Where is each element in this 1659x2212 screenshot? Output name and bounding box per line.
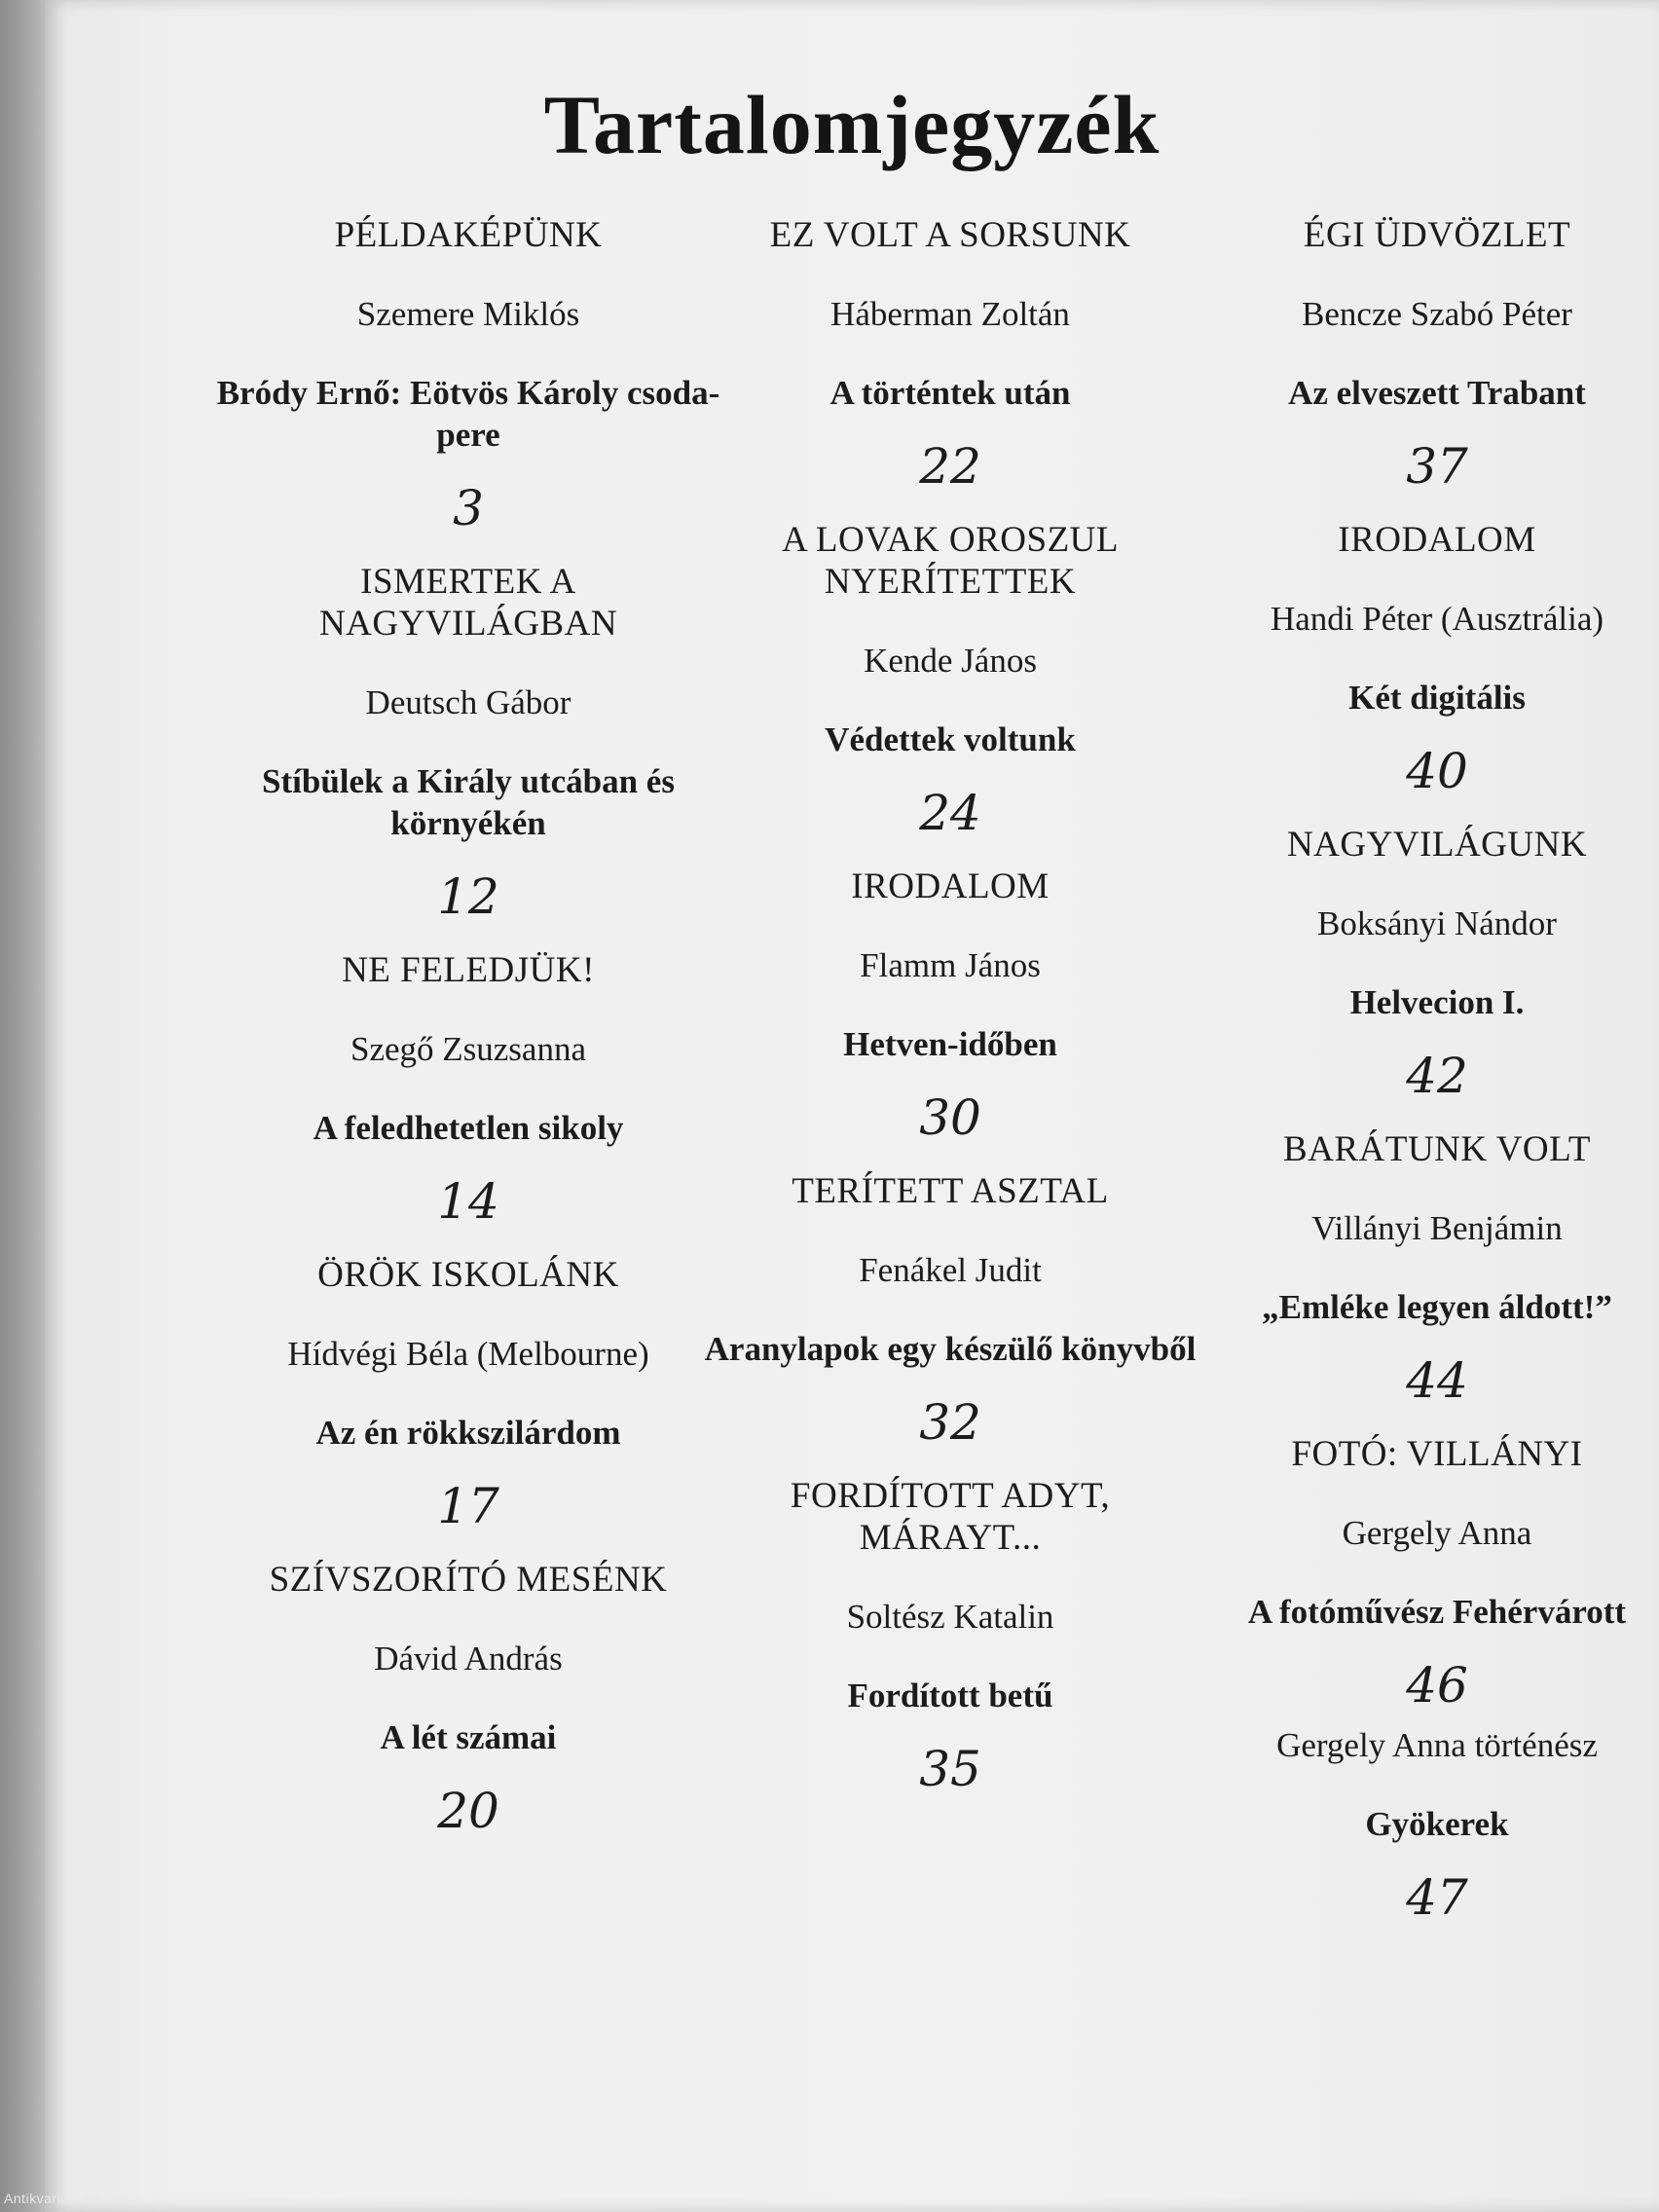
page-number: 22: [919, 438, 981, 495]
section-heading: NE FELEDJÜK!: [342, 950, 595, 990]
author-name: Gergely Anna történész: [1276, 1726, 1598, 1764]
toc-column-1: [215, 203, 721, 1863]
section-heading: PÉLDAKÉPÜNK: [334, 215, 603, 255]
author-name: Fenákel Judit: [859, 1251, 1042, 1289]
section-heading: NAGYVILÁGUNK: [1286, 825, 1588, 865]
toc-entry: [697, 866, 1203, 1145]
toc-entry: [215, 561, 721, 924]
article-title: Helvecion I.: [1349, 983, 1525, 1021]
article-title: Védettek voltunk: [825, 720, 1076, 758]
article-title: Bródy Ernő: Eötvös Károly csoda-pere: [216, 374, 720, 454]
article-title: Az elveszett Trabant: [1288, 374, 1586, 412]
author-name: Kende János: [864, 642, 1037, 680]
page-number: 35: [919, 1741, 981, 1797]
article-title: Két digitális: [1348, 679, 1526, 717]
page-number: 14: [437, 1173, 499, 1230]
author-name: Soltész Katalin: [846, 1598, 1054, 1636]
author-name: Flamm János: [860, 946, 1041, 984]
toc-entry: [1184, 214, 1659, 494]
page-title: Tartalomjegyzék: [543, 78, 1161, 171]
section-heading: BARÁTUNK VOLT: [1283, 1129, 1591, 1169]
article-title: A feledhetetlen sikoly: [313, 1109, 624, 1147]
contents-page: [45, 0, 1659, 2212]
toc-column-2: [697, 203, 1203, 1822]
watermark-text: Antikvarium.hu: [4, 2191, 101, 2206]
toc-entry: [1184, 519, 1659, 798]
toc-entry: [215, 1254, 721, 1533]
toc-entry: [1184, 1433, 1659, 1713]
page-number: 37: [1406, 438, 1468, 495]
section-heading: TERÍTETT ASZTAL: [792, 1171, 1109, 1211]
section-heading: FOTÓ: VILLÁNYI: [1291, 1434, 1583, 1474]
author-name: Deutsch Gábor: [365, 683, 571, 721]
page-number: 42: [1406, 1048, 1468, 1104]
author-name: Boksányi Nándor: [1317, 904, 1557, 942]
page-number: 17: [437, 1478, 499, 1534]
section-heading: ÉGI ÜDVÖZLET: [1303, 215, 1571, 255]
page-number: 40: [1406, 743, 1468, 799]
author-name: Handi Péter (Ausztrália): [1270, 600, 1604, 638]
author-name: Szemere Miklós: [356, 295, 580, 333]
toc-entry: [697, 1475, 1203, 1796]
section-heading: EZ VOLT A SORSUNK: [769, 215, 1131, 255]
author-name: Gergely Anna: [1342, 1514, 1532, 1552]
toc-entry: [215, 1559, 721, 1838]
article-title: Gyökerek: [1365, 1805, 1509, 1843]
article-title: Aranylapok egy készülő könyvből: [704, 1330, 1197, 1368]
author-name: Háberman Zoltán: [830, 295, 1070, 333]
book-spine: [0, 0, 45, 2212]
toc-entry: [215, 949, 721, 1229]
page-number: 30: [919, 1089, 981, 1146]
toc-column-3: [1184, 203, 1659, 1950]
article-title: A történtek után: [830, 374, 1071, 412]
toc-entry: [697, 519, 1203, 840]
author-name: Villányi Benjámin: [1311, 1209, 1563, 1247]
toc-entry: [1184, 1724, 1659, 1925]
toc-entry: [1184, 824, 1659, 1103]
page-number: 12: [437, 868, 499, 925]
toc-entry: [215, 214, 721, 535]
toc-entry: [697, 1170, 1203, 1450]
author-name: Bencze Szabó Péter: [1302, 295, 1572, 333]
author-name: Szegő Zsuzsanna: [350, 1030, 586, 1068]
section-heading: ISMERTEK A NAGYVILÁGBAN: [318, 562, 618, 644]
page-number: 32: [919, 1394, 981, 1451]
section-heading: FORDÍTOTT ADYT, MÁRAYT...: [790, 1476, 1111, 1558]
section-heading: IRODALOM: [851, 866, 1050, 906]
section-heading: IRODALOM: [1338, 520, 1536, 560]
page-number: 20: [437, 1783, 499, 1839]
author-name: Hídvégi Béla (Melbourne): [287, 1335, 649, 1373]
article-title: Hetven-időben: [843, 1025, 1057, 1063]
section-heading: A LOVAK OROSZUL NYERÍTETTEK: [781, 520, 1119, 602]
section-heading: ÖRÖK ISKOLÁNK: [317, 1255, 619, 1295]
page-number: 46: [1406, 1657, 1468, 1714]
page-number: 44: [1406, 1352, 1468, 1409]
section-heading: SZÍVSZORÍTÓ MESÉNK: [269, 1560, 668, 1600]
article-title: Stíbülek a Király utcában és környékén: [262, 762, 675, 842]
toc-entry: [1184, 1128, 1659, 1408]
page-number: 47: [1406, 1869, 1468, 1926]
article-title: Az én rökkszilárdom: [315, 1414, 621, 1452]
author-name: Dávid András: [374, 1640, 563, 1677]
article-title: A fotóművész Fehérvárott: [1247, 1593, 1627, 1631]
page-number: 3: [453, 480, 484, 536]
article-title: Fordított betű: [847, 1677, 1053, 1714]
page-number: 24: [919, 785, 981, 841]
toc-entry: [697, 214, 1203, 494]
article-title: „Emléke legyen áldott!”: [1262, 1288, 1612, 1326]
article-title: A lét számai: [380, 1718, 557, 1756]
